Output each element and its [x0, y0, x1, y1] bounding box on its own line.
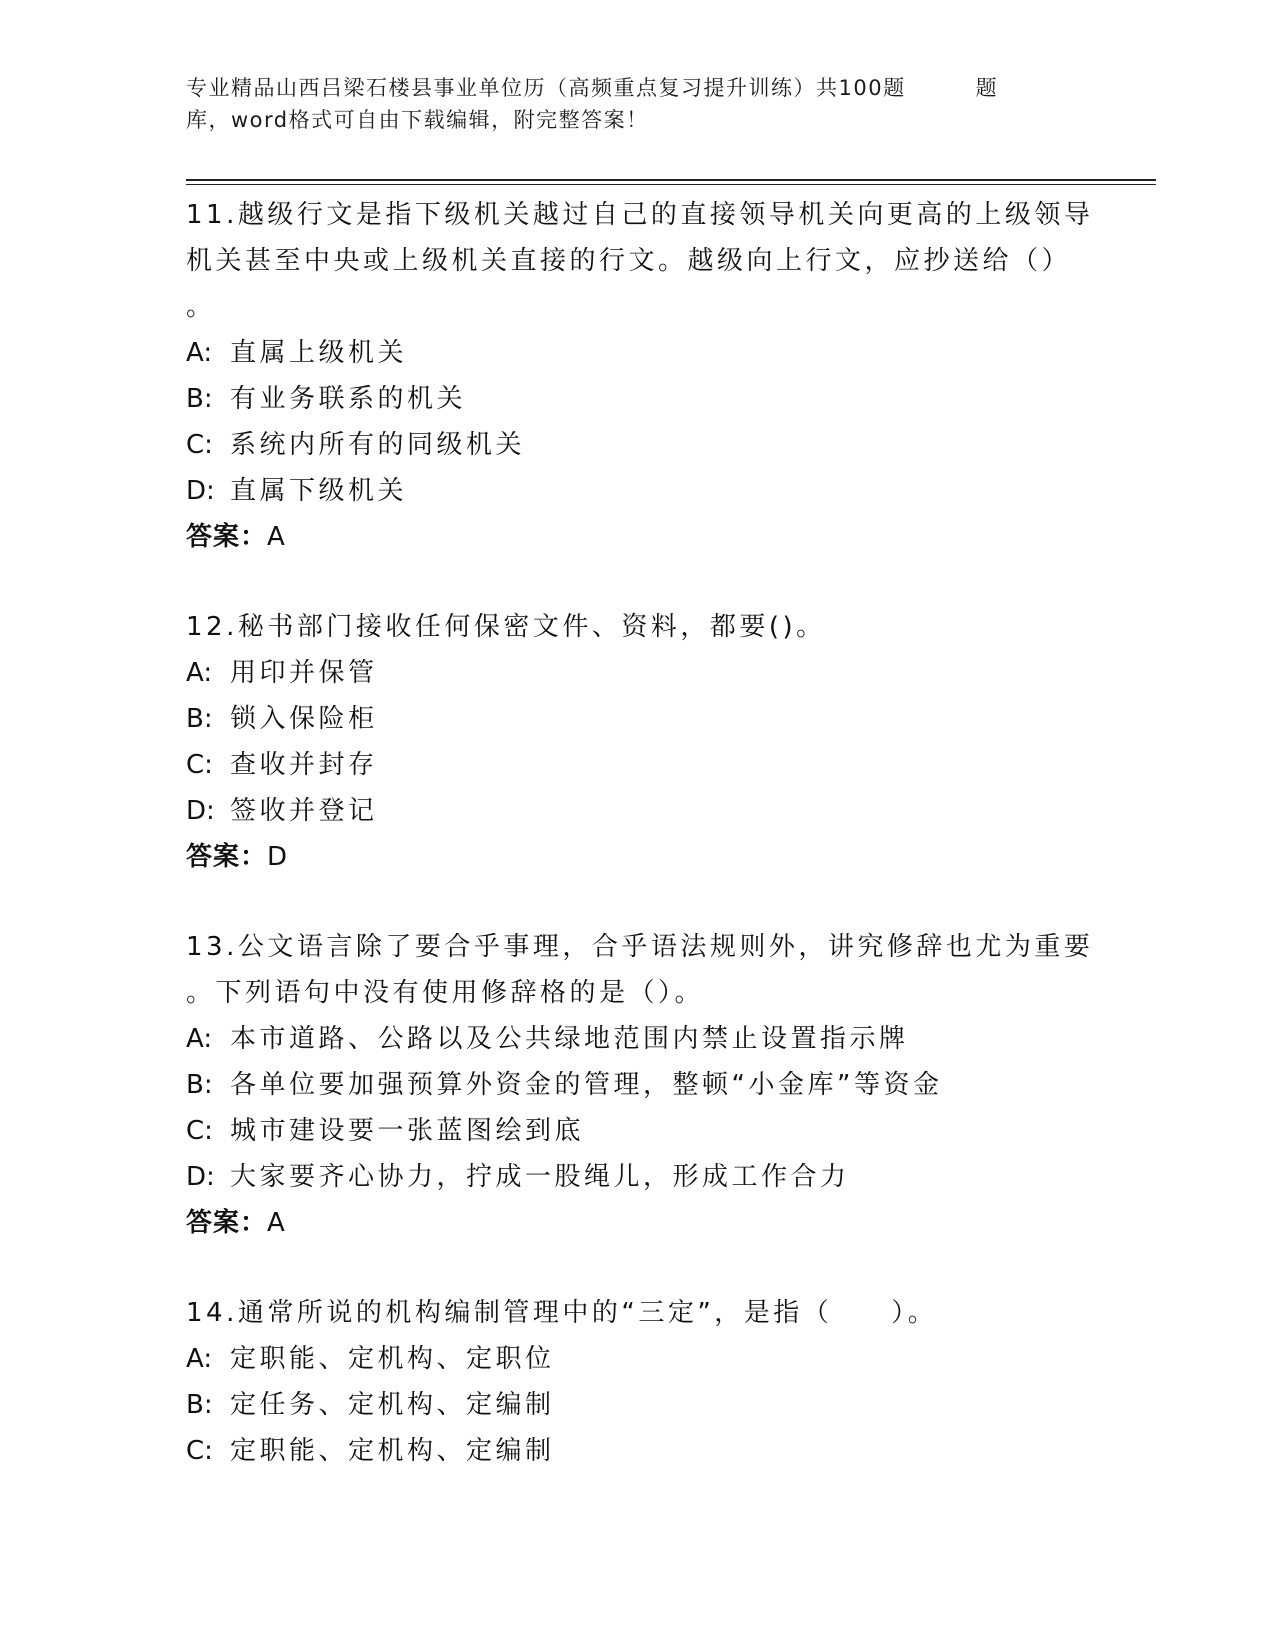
- header-line-1-tail: 题: [975, 76, 999, 100]
- option-text: 查收并封存: [230, 750, 378, 780]
- option-c: [186, 422, 1086, 468]
- option-text: 大家要齐心协力，拧成一股绳儿，形成工作合力: [230, 1162, 850, 1192]
- option-text: 城市建设要一张蓝图绘到底: [230, 1116, 585, 1146]
- option-letter: B:: [186, 704, 213, 734]
- option-text: 各单位要加强预算外资金的管理，整顿“小金库”等资金: [230, 1070, 943, 1100]
- option-letter: D:: [186, 796, 215, 826]
- option-a: [186, 650, 1086, 696]
- question-stem-line: 11.越级行文是指下级机关越过自己的直接领导机关向更高的上级领导: [186, 200, 1094, 230]
- option-text: 签收并登记: [230, 796, 378, 826]
- option-c: [186, 1428, 1086, 1474]
- option-b: [186, 1382, 1086, 1428]
- option-d: [186, 468, 1086, 514]
- option-text: 系统内所有的同级机关: [230, 430, 526, 460]
- answer-line: [186, 1200, 1086, 1246]
- option-text: 有业务联系的机关: [230, 384, 467, 414]
- option-letter: A:: [186, 1024, 213, 1054]
- question-stem-line: 13.公文语言除了要合乎事理，合乎语法规则外，讲究修辞也尤为重要: [186, 932, 1094, 962]
- option-letter: C:: [186, 430, 213, 460]
- option-letter: A:: [186, 658, 213, 688]
- option-a: [186, 1336, 1086, 1382]
- answer-line: [186, 514, 1086, 560]
- header-line-1: [186, 72, 1086, 104]
- option-text: 用印并保管: [230, 658, 378, 688]
- option-c: [186, 742, 1086, 788]
- question-stem-line: 。: [186, 292, 216, 322]
- option-letter: A:: [186, 338, 213, 368]
- option-text: 直属下级机关: [230, 476, 408, 506]
- option-letter: D:: [186, 476, 215, 506]
- document-header: [186, 72, 1086, 136]
- option-text: 定职能、定机构、定职位: [230, 1344, 555, 1374]
- option-a: [186, 1016, 1086, 1062]
- option-d: [186, 1154, 1086, 1200]
- option-a: [186, 330, 1086, 376]
- question-list: [186, 192, 1094, 1518]
- header-line-1-text: 专业精品山西吕梁石楼县事业单位历（高频重点复习提升训练）共100题: [186, 76, 906, 100]
- option-text: 本市道路、公路以及公共绿地范围内禁止设置指示牌: [230, 1024, 909, 1054]
- answer-value: A: [267, 1208, 286, 1238]
- question-stem-line: 机关甚至中央或上级机关直接的行文。越级向上行文，应抄送给（）: [186, 246, 1072, 276]
- option-letter: A:: [186, 1344, 213, 1374]
- option-letter: B:: [186, 1390, 213, 1420]
- option-letter: D:: [186, 1162, 215, 1192]
- question-stem-line: 。下列语句中没有使用修辞格的是（）。: [186, 978, 705, 1008]
- answer-value: A: [267, 522, 286, 552]
- option-b: [186, 376, 1086, 422]
- answer-label: 答案：: [186, 522, 268, 552]
- question-11: [186, 192, 1094, 560]
- option-letter: C:: [186, 1116, 213, 1146]
- option-d: [186, 788, 1086, 834]
- option-letter: C:: [186, 750, 213, 780]
- option-text: 定任务、定机构、定编制: [230, 1390, 555, 1420]
- question-13: [186, 924, 1094, 1246]
- question-14: [186, 1290, 1086, 1474]
- option-letter: B:: [186, 1070, 213, 1100]
- option-letter: B:: [186, 384, 213, 414]
- question-stem-line: 14.通常所说的机构编制管理中的“三定”，是指（ ）。: [186, 1298, 938, 1328]
- option-letter: C:: [186, 1436, 213, 1466]
- header-rule-thick: [186, 179, 1156, 181]
- header-line-2: 库，word格式可自由下载编辑，附完整答案！: [186, 108, 649, 132]
- option-b: [186, 1062, 1086, 1108]
- option-text: 定职能、定机构、定编制: [230, 1436, 555, 1466]
- answer-value: D: [267, 842, 289, 872]
- question-12: [186, 604, 1086, 880]
- option-text: 直属上级机关: [230, 338, 408, 368]
- header-rule-thin: [186, 184, 1156, 185]
- option-text: 锁入保险柜: [230, 704, 378, 734]
- answer-line: [186, 834, 1086, 880]
- answer-label: 答案：: [186, 1208, 268, 1238]
- answer-label: 答案：: [186, 842, 268, 872]
- option-b: [186, 696, 1086, 742]
- option-c: [186, 1108, 1086, 1154]
- question-stem-line: 12.秘书部门接收任何保密文件、资料，都要()。: [186, 612, 826, 642]
